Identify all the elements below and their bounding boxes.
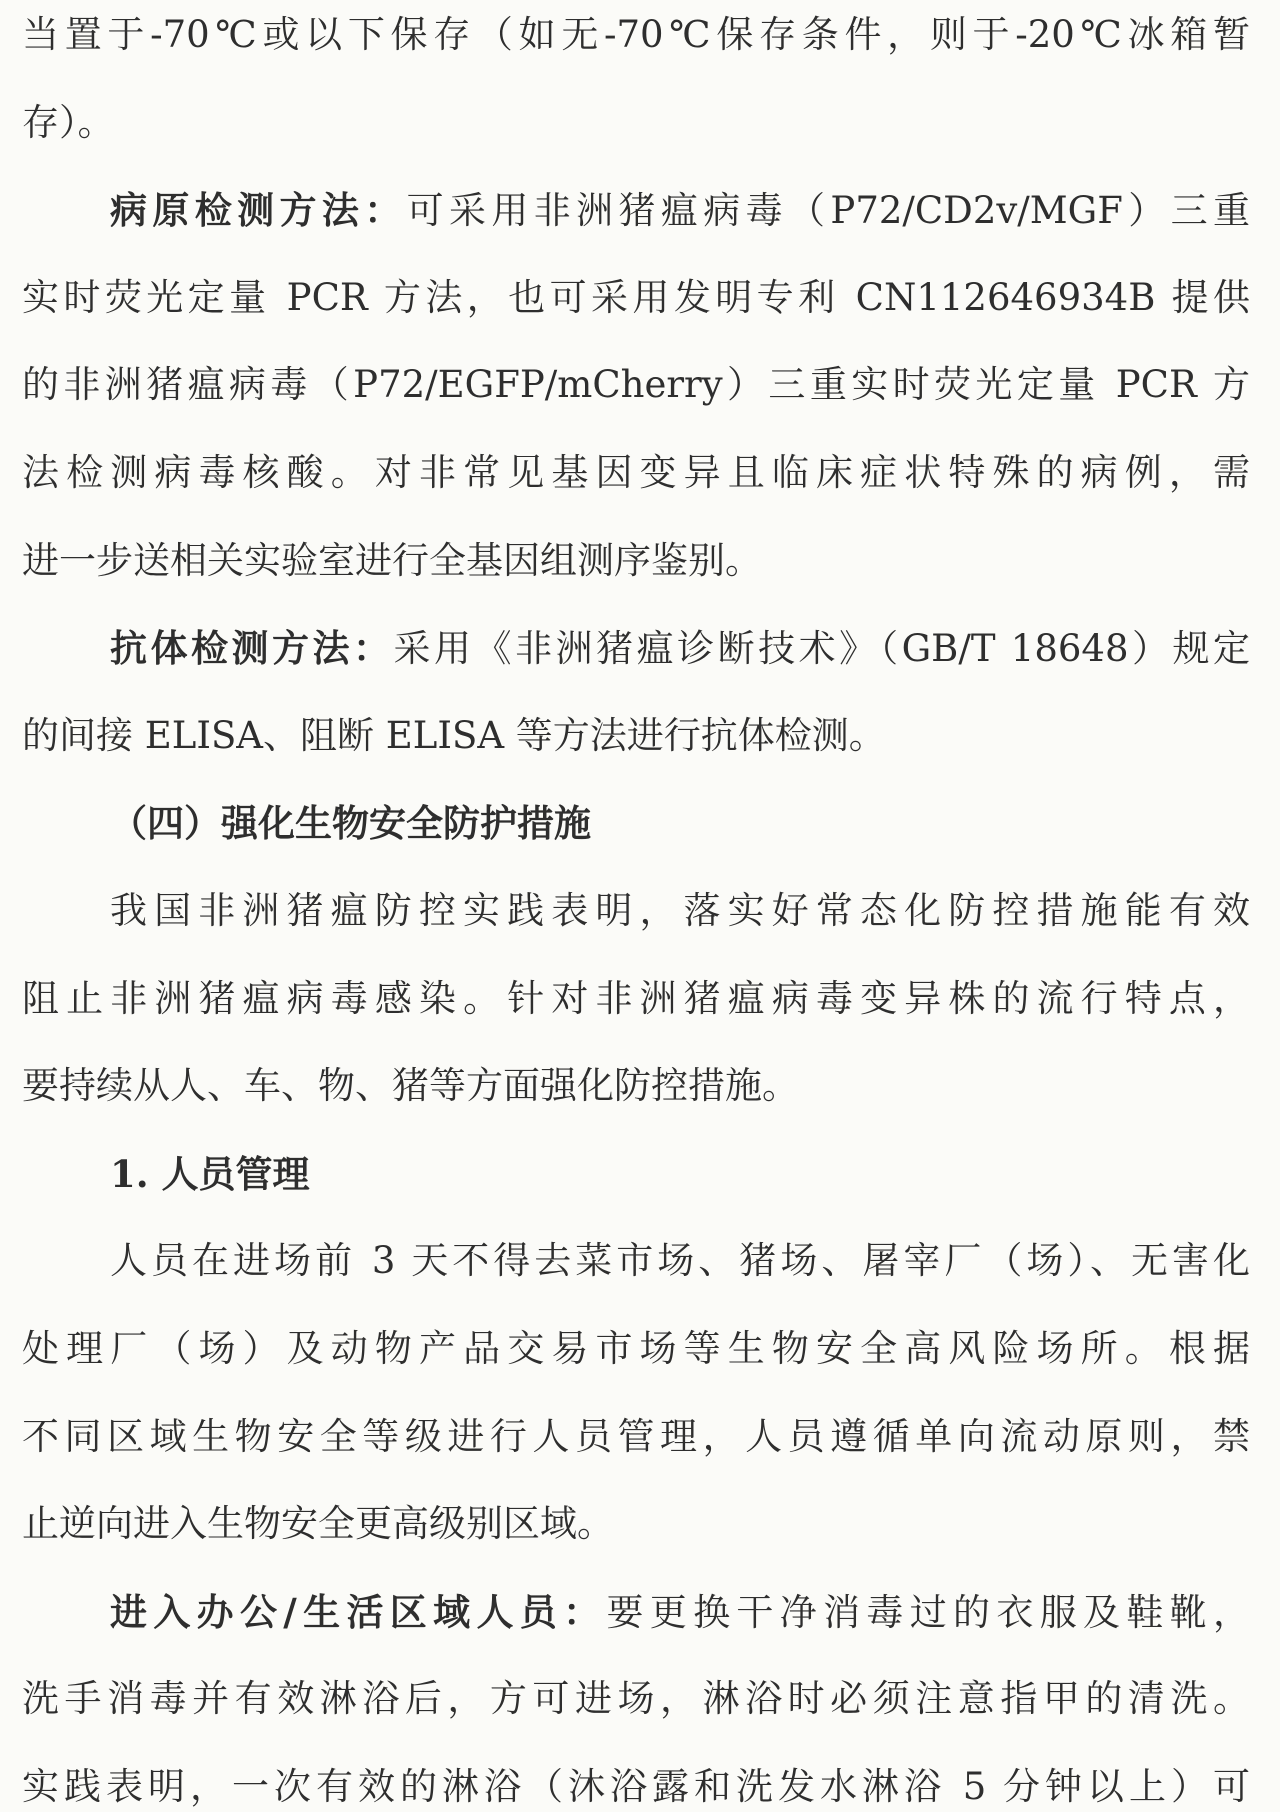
line-text: 处理厂（场）及动物产品交易市场等生物安全高风险场所。根据: [22, 1327, 1250, 1370]
text-line: [22, 1762, 1250, 1812]
line-text: 实践表明，一次有效的淋浴（沐浴露和洗发水淋浴 5 分钟以上）可: [22, 1765, 1250, 1808]
line-text: 的间接 ELISA、阻断 ELISA 等方法进行抗体检测。: [22, 713, 886, 757]
line-text: 存）。: [22, 100, 115, 144]
text-line: [22, 974, 1250, 1024]
text-line: [22, 273, 1250, 323]
bold-label: （四）强化生物安全防护措施: [110, 801, 591, 846]
text-line: [22, 1412, 1250, 1462]
line-text: 可采用非洲猪瘟病毒（P72/CD2v/MGF）三重: [406, 189, 1250, 233]
text-line: [22, 98, 1250, 148]
text-line: [110, 1587, 1250, 1637]
line-text: 进一步送相关实验室进行全基因组测序鉴别。: [22, 538, 762, 582]
line-text: 洗手消毒并有效淋浴后，方可进场，淋浴时必须注意指甲的清洗。: [22, 1677, 1250, 1721]
text-line: [22, 448, 1250, 498]
text-line: [110, 886, 1250, 936]
line-text: 止逆向进入生物安全更高级别区域。: [22, 1502, 614, 1546]
text-line: [22, 1061, 1250, 1111]
line-text: 实时荧光定量 PCR 方法，也可采用发明专利 CN112646934B 提供: [22, 275, 1250, 319]
bold-label: 病原检测方法：: [110, 188, 407, 233]
bold-label: 1. 人员管理: [110, 1151, 310, 1196]
line-text: 法检测病毒核酸。对非常见基因变异且临床症状特殊的病例，需: [22, 451, 1250, 494]
line-text: 要持续从人、车、物、猪等方面强化防控措施。: [22, 1064, 799, 1108]
text-line: [22, 10, 1250, 60]
text-line: [22, 1674, 1250, 1724]
text-line: [22, 360, 1250, 410]
text-line: [110, 1236, 1250, 1286]
section-heading: [110, 1149, 1250, 1199]
text-line: [110, 185, 1250, 235]
line-text: 不同区域生物安全等级进行人员管理，人员遵循单向流动原则，禁: [22, 1414, 1250, 1458]
bold-label: 进入办公/生活区域人员：: [110, 1589, 607, 1634]
text-line: [22, 536, 1250, 586]
line-text: 采用《非洲猪瘟诊断技术》（GB/T 18648）规定: [393, 627, 1250, 671]
text-line: [22, 1499, 1250, 1549]
line-text: 我国非洲猪瘟防控实践表明，落实好常态化防控措施能有效: [110, 889, 1250, 932]
line-text: 的非洲猪瘟病毒（P72/EGFP/mCherry）三重实时荧光定量 PCR 方: [22, 363, 1250, 407]
bold-label: 抗体检测方法：: [110, 626, 394, 671]
text-line: [22, 711, 1250, 761]
line-text: 人员在进场前 3 天不得去菜市场、猪场、屠宰厂（场）、无害化: [110, 1239, 1250, 1283]
text-line: [22, 1324, 1250, 1374]
line-text: 要更换干净消毒过的衣服及鞋靴，: [606, 1590, 1250, 1634]
line-text: 阻止非洲猪瘟病毒感染。针对非洲猪瘟病毒变异株的流行特点，: [22, 976, 1250, 1020]
text-line: [110, 623, 1250, 673]
section-heading: [110, 798, 1250, 848]
line-text: 当置于-70℃或以下保存（如无-70℃保存条件，则于-20℃冰箱暂: [22, 13, 1250, 56]
